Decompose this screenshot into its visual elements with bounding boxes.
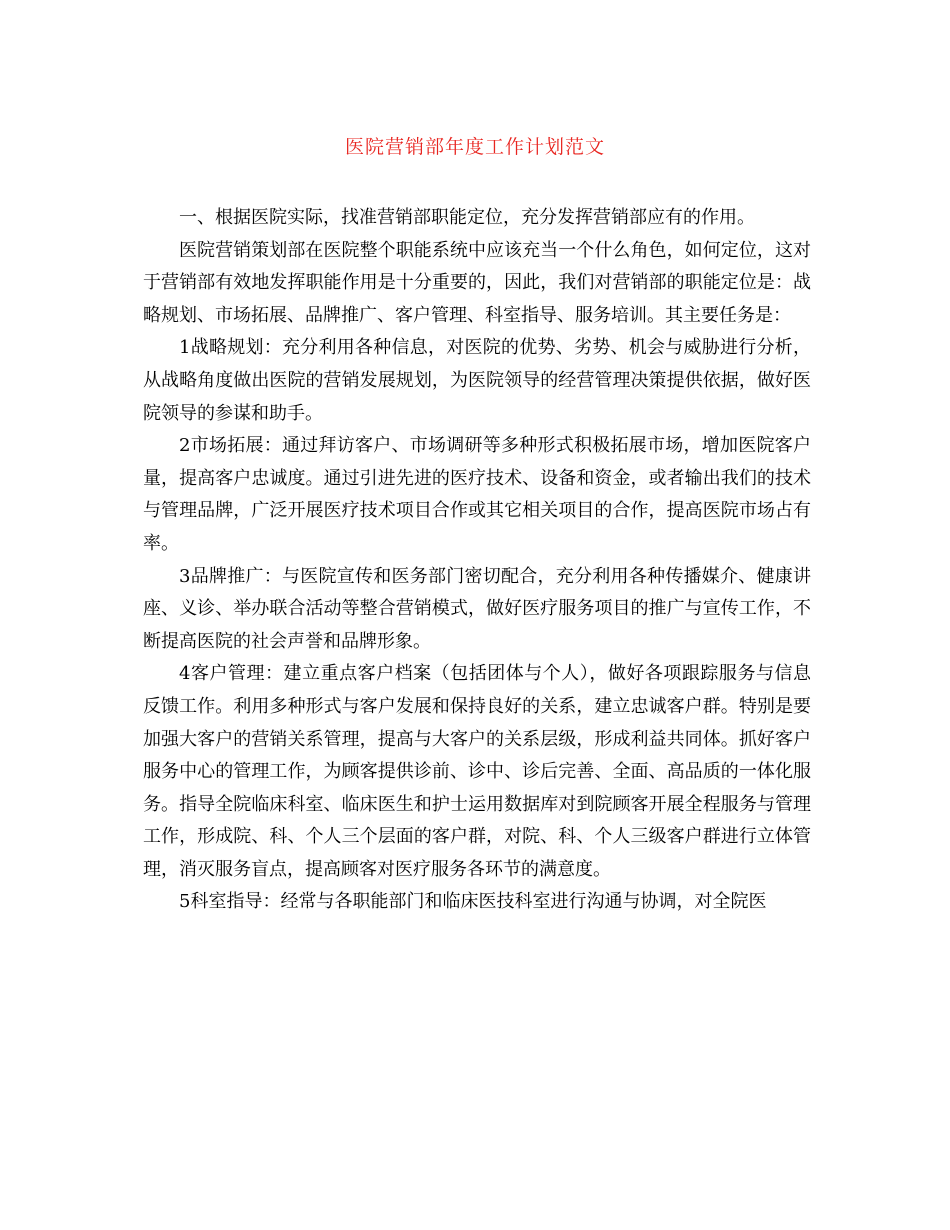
paragraph-strategy-planning: 1战略规划：充分利用各种信息，对医院的优势、劣势、机会与威胁进行分析，从战略角度做出医院的营销发展规划，为医院领导的经营管理决策提供依据，做好医院领导的参谋和助手。 bbox=[143, 337, 811, 424]
document-body bbox=[143, 202, 811, 919]
paragraph-customer-management: 4客户管理：建立重点客户档案（包括团体与个人），做好各项跟踪服务与信息反馈工作。利用多种形式与客户发展和保持良好的关系，建立忠诚客户群。特别是要加强大客户的营销关系管理，提高与大客户的关系层级，形成利益共同体。抓好客户服务中心的管理工作，为顾客提供诊前、诊中、诊后完善、全面、高品质的一体化服务。指导全院临床科室、临床医生和护士运用数据库对到院顾客开展全程服务与管理工作，形成院、科、个人三个层面的客户群，对院、科、个人三级客户群进行立体管理，消灭服务盲点，提高顾客对医疗服务各环节的满意度。 bbox=[143, 663, 811, 880]
paragraph-market-expansion: 2市场拓展：通过拜访客户、市场调研等多种形式积极拓展市场，增加医院客户量，提高客户忠诚度。通过引进先进的医疗技术、设备和资金，或者输出我们的技术与管理品牌，广泛开展医疗技术项目合作或其它相关项目的合作，提高医院市场占有率。 bbox=[143, 435, 811, 554]
paragraph-intro: 医院营销策划部在医院整个职能系统中应该充当一个什么角色，如何定位，这对于营销部有效地发挥职能作用是十分重要的，因此，我们对营销部的职能定位是：战略规划、市场拓展、品牌推广、客户管理、科室指导、服务培训。其主要任务是： bbox=[143, 239, 811, 326]
paragraph-heading-1: 一、根据医院实际，找准营销部职能定位，充分发挥营销部应有的作用。 bbox=[179, 207, 755, 228]
paragraph-brand-promotion: 3品牌推广：与医院宣传和医务部门密切配合，充分利用各种传播媒介、健康讲座、义诊、举办联合活动等整合营销模式，做好医疗服务项目的推广与宣传工作，不断提高医院的社会声誉和品牌形象。 bbox=[143, 565, 811, 652]
document-title: 医院营销部年度工作计划范文 bbox=[344, 136, 605, 158]
paragraph-department-guidance: 5科室指导：经常与各职能部门和临床医技科室进行沟通与协调，对全院医 bbox=[179, 891, 767, 913]
